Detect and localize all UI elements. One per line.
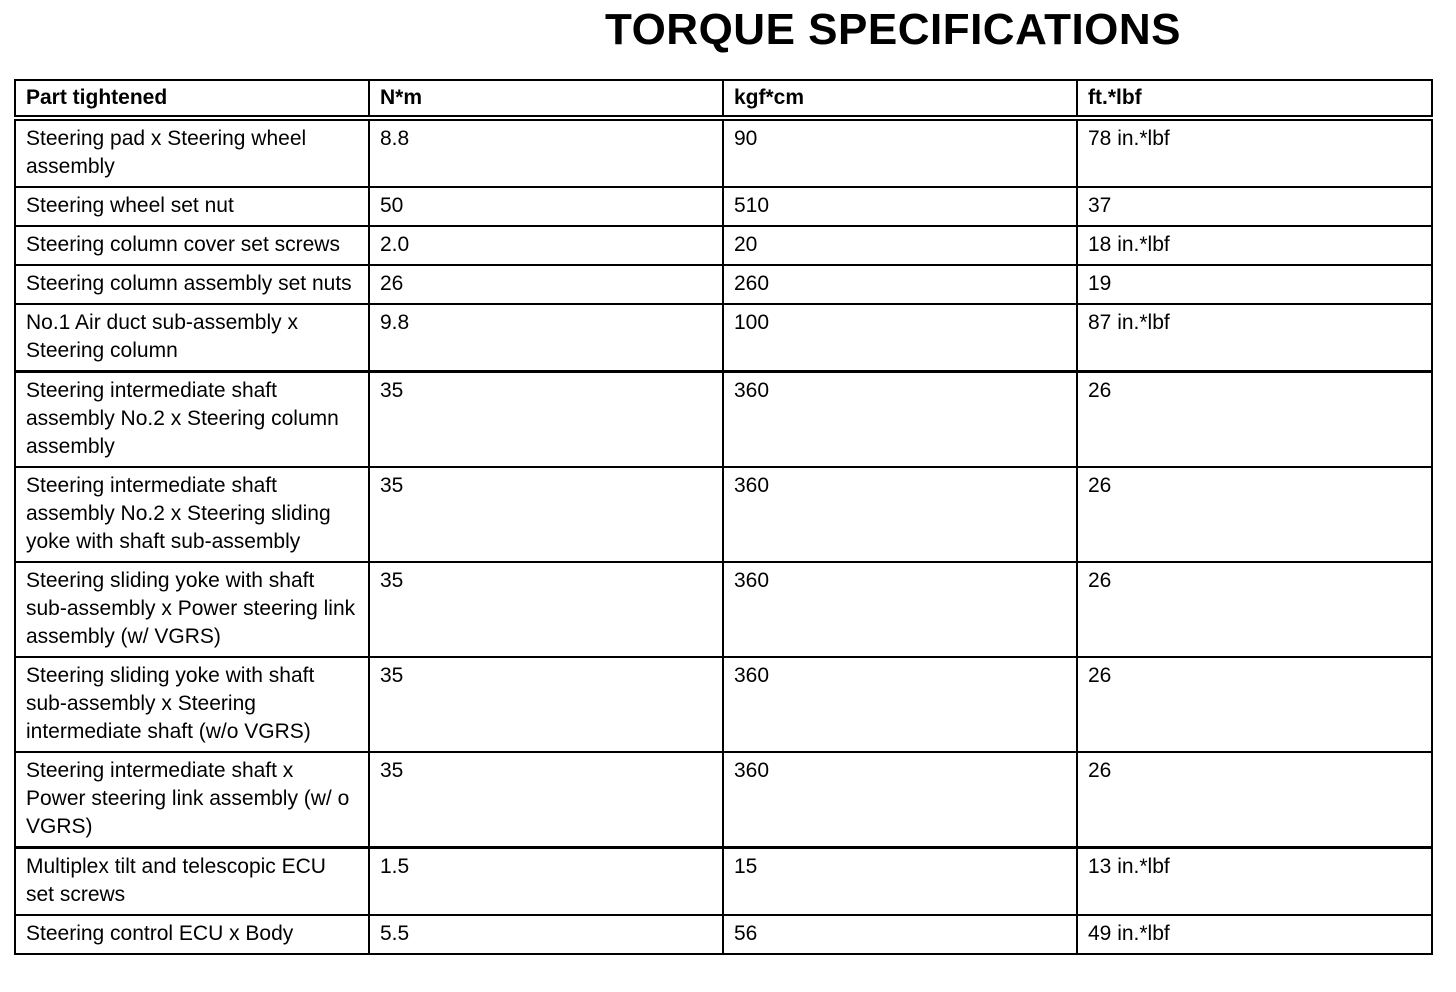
ftlbf-cell: 87 in.*lbf	[1077, 304, 1432, 372]
nm-cell: 9.8	[369, 304, 723, 372]
ftlbf-cell: 13 in.*lbf	[1077, 848, 1432, 916]
ftlbf-cell: 18 in.*lbf	[1077, 226, 1432, 265]
part-cell: Steering pad x Steering wheel assembly	[15, 118, 369, 187]
table-row	[15, 226, 1432, 265]
part-cell: Steering column cover set screws	[15, 226, 369, 265]
nm-cell: 35	[369, 657, 723, 752]
torque-specifications-table	[14, 79, 1433, 955]
kgfcm-cell: 20	[723, 226, 1077, 265]
part-cell: Steering control ECU x Body	[15, 915, 369, 954]
part-cell: Steering sliding yoke with shaft sub-assembly x Power steering link assembly (w/ VGRS)	[15, 562, 369, 657]
table-row	[15, 304, 1432, 372]
part-cell: No.1 Air duct sub-assembly x Steering column	[15, 304, 369, 372]
ftlbf-cell: 26	[1077, 562, 1432, 657]
table-row	[15, 467, 1432, 562]
kgfcm-cell: 360	[723, 752, 1077, 848]
nm-cell: 35	[369, 752, 723, 848]
part-cell: Steering sliding yoke with shaft sub-assembly x Steering intermediate shaft (w/o VGRS)	[15, 657, 369, 752]
header-part-tightened: Part tightened	[15, 80, 369, 118]
kgfcm-cell: 100	[723, 304, 1077, 372]
kgfcm-cell: 56	[723, 915, 1077, 954]
part-cell: Steering intermediate shaft assembly No.2 x Steering column assembly	[15, 372, 369, 468]
part-cell: Steering wheel set nut	[15, 187, 369, 226]
nm-cell: 26	[369, 265, 723, 304]
nm-cell: 2.0	[369, 226, 723, 265]
kgfcm-cell: 360	[723, 562, 1077, 657]
table-row	[15, 265, 1432, 304]
part-cell: Steering column assembly set nuts	[15, 265, 369, 304]
nm-cell: 50	[369, 187, 723, 226]
header-ft-lbf: ft.*lbf	[1077, 80, 1432, 118]
part-cell: Multiplex tilt and telescopic ECU set screws	[15, 848, 369, 916]
ftlbf-cell: 26	[1077, 752, 1432, 848]
ftlbf-cell: 19	[1077, 265, 1432, 304]
kgfcm-cell: 260	[723, 265, 1077, 304]
table-row	[15, 752, 1432, 848]
kgfcm-cell: 510	[723, 187, 1077, 226]
nm-cell: 8.8	[369, 118, 723, 187]
ftlbf-cell: 78 in.*lbf	[1077, 118, 1432, 187]
table-row	[15, 848, 1432, 916]
kgfcm-cell: 15	[723, 848, 1077, 916]
nm-cell: 35	[369, 467, 723, 562]
kgfcm-cell: 360	[723, 372, 1077, 468]
header-kgf-cm: kgf*cm	[723, 80, 1077, 118]
ftlbf-cell: 26	[1077, 467, 1432, 562]
nm-cell: 35	[369, 372, 723, 468]
ftlbf-cell: 26	[1077, 372, 1432, 468]
table-row	[15, 187, 1432, 226]
nm-cell: 1.5	[369, 848, 723, 916]
ftlbf-cell: 49 in.*lbf	[1077, 915, 1432, 954]
part-cell: Steering intermediate shaft assembly No.2 x Steering sliding yoke with shaft sub-assembly	[15, 467, 369, 562]
table-row	[15, 657, 1432, 752]
header-newton-meter: N*m	[369, 80, 723, 118]
table-row	[15, 118, 1432, 187]
ftlbf-cell: 37	[1077, 187, 1432, 226]
table-row	[15, 372, 1432, 468]
nm-cell: 35	[369, 562, 723, 657]
table-row	[15, 562, 1432, 657]
kgfcm-cell: 360	[723, 467, 1077, 562]
kgfcm-cell: 90	[723, 118, 1077, 187]
page-title: TORQUE SPECIFICATIONS	[605, 5, 1182, 54]
ftlbf-cell: 26	[1077, 657, 1432, 752]
part-cell: Steering intermediate shaft x Power steering link assembly (w/ o VGRS)	[15, 752, 369, 848]
table-header-row	[15, 80, 1432, 118]
kgfcm-cell: 360	[723, 657, 1077, 752]
table-row	[15, 915, 1432, 954]
nm-cell: 5.5	[369, 915, 723, 954]
